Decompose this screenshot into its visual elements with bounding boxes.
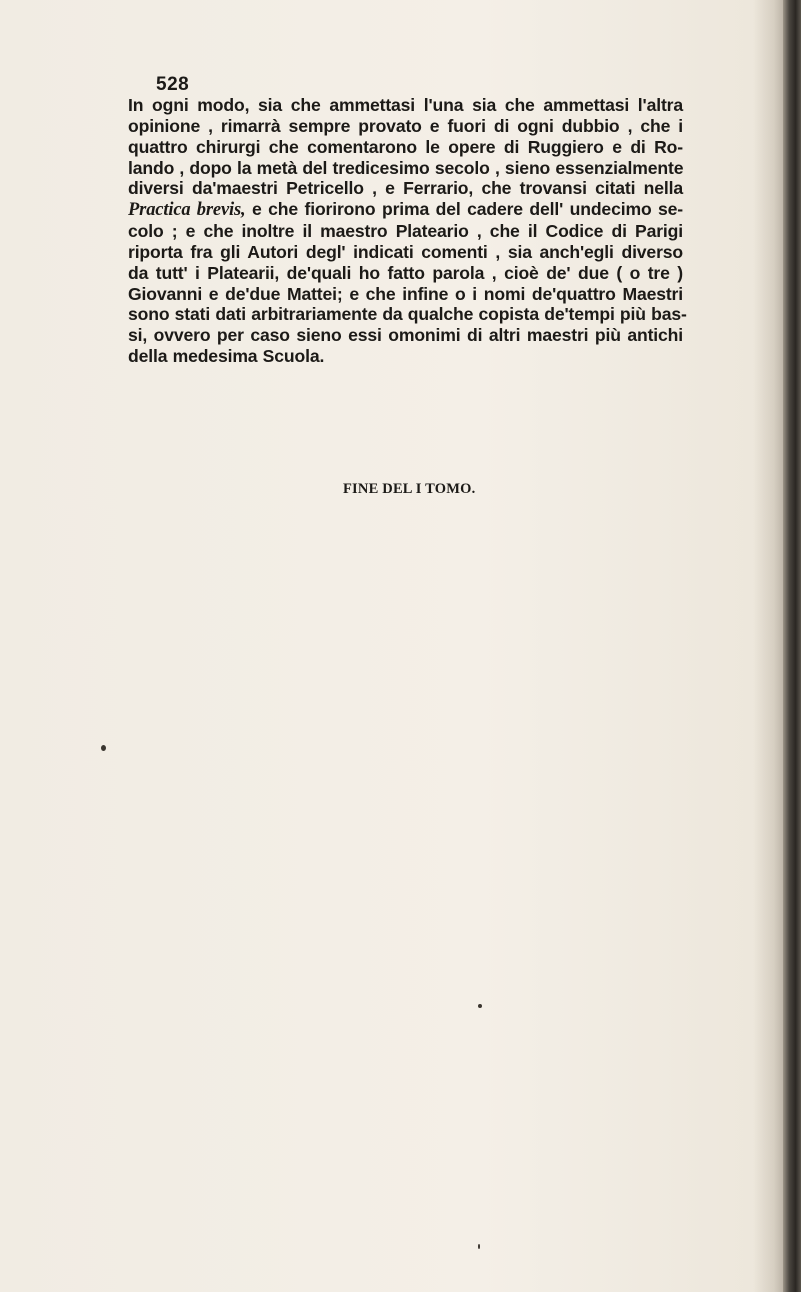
text-line: In ogni modo, sia che ammettasi l'una sia che ammettasi l'altra bbox=[128, 95, 683, 115]
ink-speck bbox=[101, 745, 106, 751]
text-line bbox=[128, 199, 683, 221]
text-line: sono stati dati arbitrariamente da qualche copista de'tempi più bas- bbox=[128, 304, 687, 325]
text-line-rest: e che fiorirono prima del cadere dell' undecimo se- bbox=[245, 199, 684, 220]
page-gutter-shadow bbox=[753, 0, 783, 1292]
colophon: FINE DEL I TOMO. bbox=[343, 481, 476, 497]
text-line: da tutt' i Platearii, de'quali ho fatto parola , cioè de' due ( o tre ) bbox=[128, 262, 683, 283]
text-line: lando , dopo la metà del tredicesimo secolo , sieno essenzialmente bbox=[128, 157, 684, 178]
book-edge bbox=[783, 0, 801, 1292]
ink-speck bbox=[478, 1004, 482, 1008]
text-line: della medesima Scuola. bbox=[128, 346, 325, 367]
ink-speck bbox=[478, 1244, 480, 1249]
text-line: opinione , rimarrà sempre provato e fuori di ogni dubbio , che i bbox=[128, 115, 683, 136]
text-line: Giovanni e de'due Mattei; e che infine o i nomi de'quattro Maestri bbox=[128, 283, 683, 304]
text-line: diversi da'maestri Petricello , e Ferrario, che trovansi citati nella bbox=[128, 178, 683, 199]
text-line: quattro chirurgi che comentarono le opere di Ruggiero e di Ro- bbox=[128, 136, 683, 157]
text-line: si, ovvero per caso sieno essi omonimi di altri maestri più antichi bbox=[128, 325, 683, 346]
text-line: riporta fra gli Autori degl' indicati comenti , sia anch'egli diverso bbox=[128, 241, 683, 262]
page-number: 528 bbox=[156, 74, 190, 95]
text-line: colo ; e che inoltre il maestro Plateario , che il Codice di Parigi bbox=[128, 221, 683, 242]
body-paragraph bbox=[128, 95, 687, 367]
book-title-italic: Practica brevis, bbox=[128, 200, 246, 221]
